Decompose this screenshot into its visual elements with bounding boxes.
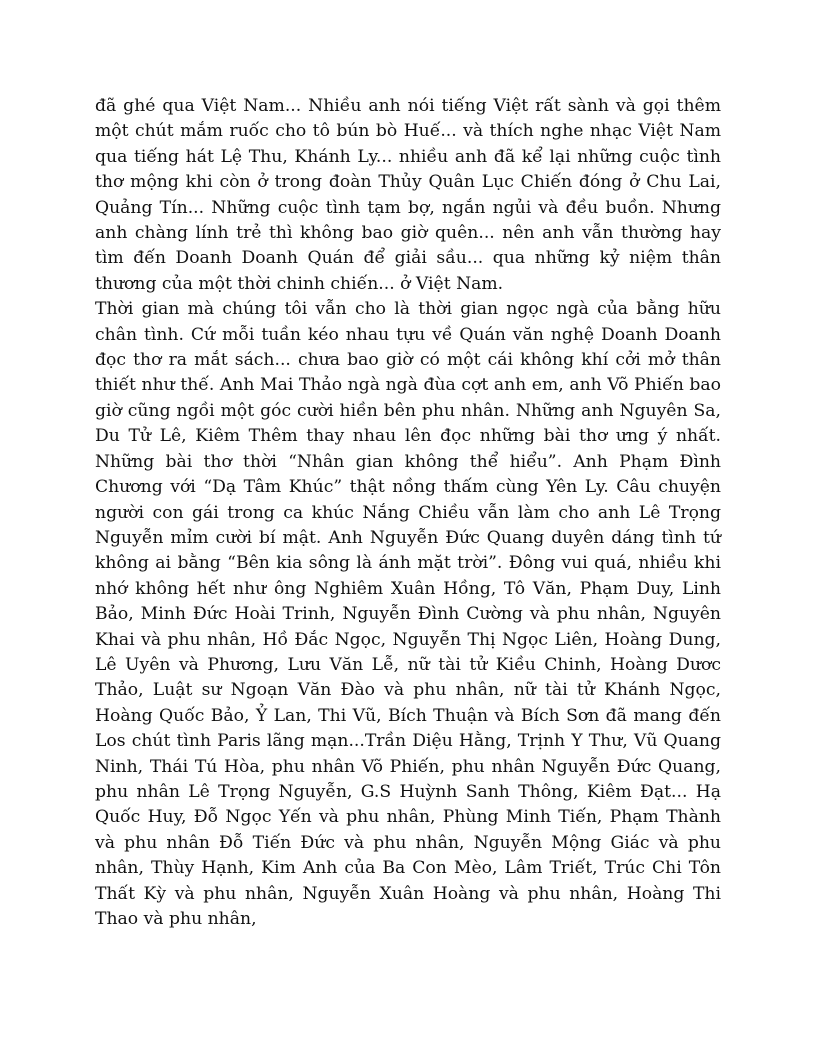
paragraph-1: đã ghé qua Việt Nam... Nhiều anh nói tiếng Việt rất sành và gọi thêm một chút mắm ruốc cho tô bún bò Huế... và thích nghe nhạc Việt Nam qua tiếng hát Lệ Thu, Khánh Ly... nhiều anh đã kể lại những cuộc tình thơ mộng khi còn ở trong đoàn Thủy Quân Lục Chiến đóng ở Chu Lai, Quảng Tín... Những cuộc tình tạm bợ, ngắn ngủi và đều buồn. Nhưng anh chàng lính trẻ thì không bao giờ quên... nên anh vẫn thường hay tìm đến Doanh Doanh Quán để giải sầu... qua những kỷ niệm thân thương của một thời chinh chiến... ở Việt Nam. [95, 96, 721, 294]
document-page [95, 94, 721, 932]
paragraph-2: Thời gian mà chúng tôi vẫn cho là thời gian ngọc ngà của bằng hữu chân tình. Cứ mỗi tuần kéo nhau tựu về Quán văn nghệ Doanh Doanh đọc thơ ra mắt sách... chưa bao giờ có một cái không khí cởi mở thân thiết như thế. Anh Mai Thảo ngà ngà đùa cợt anh em, anh Võ Phiến bao giờ cũng ngồi một góc cười hiền bên phu nhân. Những anh Nguyên Sa, Du Tử Lê, Kiêm Thêm thay nhau lên đọc những bài thơ ưng ý nhất. Những bài thơ thời “Nhân gian không thể hiểu”. Anh Phạm Đình Chương với “Dạ Tâm Khúc” thật nồng thấm cùng Yên Ly. Câu chuyện người con gái trong ca khúc Nắng Chiều vẫn làm cho anh Lê Trọng Nguyễn mỉm cười bí mật. Anh Nguyễn Đức Quang duyên dáng tình tứ không ai bằng “Bên kia sông là ánh mặt trời”. Đông vui quá, nhiều khi nhớ không hết như ông Nghiêm Xuân Hồng, Tô Văn, Phạm Duy, Linh Bảo, Minh Đức Hoài Trinh, Nguyễn Đình Cường và phu nhân, Nguyên Khai và phu nhân, Hồ Đắc Ngọc, Nguyễn Thị Ngọc Liên, Hoàng Dung, Lê Uyên và Phương, Lưu Văn Lễ, nữ tài tử Kiều Chinh, Hoàng Dươc Thảo, Luật sư Ngoạn Văn Đào và phu nhân, nữ tài tử Khánh Ngọc, Hoàng Quốc Bảo, Ỷ Lan, Thi Vũ, Bích Thuận và Bích Sơn đã mang đến Los chút tình Paris lãng mạn...Trần Diệu Hằng, Trịnh Y Thư, Vũ Quang Ninh, Thái Tú Hòa, phu nhân Võ Phiến, phu nhân Nguyễn Đức Quang, phu nhân Lê Trọng Nguyễn, G.S Huỳnh Sanh Thông, Kiêm Đạt... Hạ Quốc Huy, Đỗ Ngọc Yến và phu nhân, Phùng Minh Tiến, Phạm Thành và phu nhân Đỗ Tiến Đức và phu nhân, Nguyễn Mộng Giác và phu nhân, Thùy Hạnh, Kim Anh của Ba Con Mèo, Lâm Triết, Trúc Chi Tôn Thất Kỳ và phu nhân, Nguyễn Xuân Hoàng và phu nhân, Hoàng Thi Thao và phu nhân, [95, 299, 721, 929]
